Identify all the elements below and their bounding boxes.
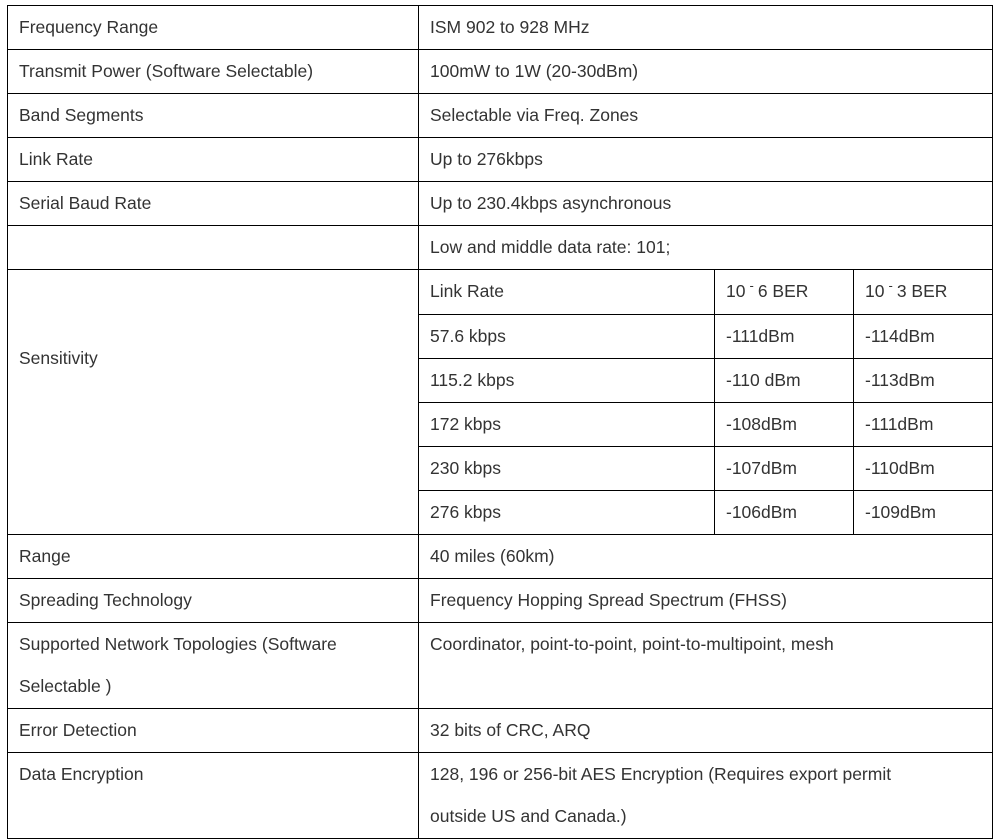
- spec-value: ISM 902 to 928 MHz: [419, 6, 993, 50]
- spec-value: Up to 230.4kbps asynchronous: [419, 182, 993, 226]
- row-data-rate-note: [8, 226, 993, 270]
- sensitivity-ber6: -106dBm: [715, 491, 854, 535]
- spec-value: Up to 276kbps: [419, 138, 993, 182]
- spec-value: 128, 196 or 256-bit AES Encryption (Requires export permit outside US and Canada.): [419, 753, 993, 839]
- spec-label: Supported Network Topologies (Software Selectable ): [8, 623, 419, 709]
- sensitivity-ber6: -108dBm: [715, 403, 854, 447]
- spec-label: Transmit Power (Software Selectable): [8, 50, 419, 94]
- row-frequency-range: [8, 6, 993, 50]
- spec-value: 32 bits of CRC, ARQ: [419, 709, 993, 753]
- spec-label: Frequency Range: [8, 6, 419, 50]
- spec-label-empty: [8, 226, 419, 270]
- sensitivity-rate: 276 kbps: [419, 491, 715, 535]
- sensitivity-header-ber3: [854, 270, 993, 315]
- spec-label: Error Detection: [8, 709, 419, 753]
- sensitivity-header-ber6: [715, 270, 854, 315]
- specifications-table: [7, 5, 993, 839]
- ber-base: 10: [726, 281, 746, 301]
- sensitivity-label-text: Sensitivity: [19, 347, 98, 368]
- row-error-detection: [8, 709, 993, 753]
- spec-label: Serial Baud Rate: [8, 182, 419, 226]
- row-range: [8, 535, 993, 579]
- spec-label: Data Encryption: [8, 753, 419, 839]
- sensitivity-ber6: -110 dBm: [715, 359, 854, 403]
- sensitivity-rate: 115.2 kbps: [419, 359, 715, 403]
- ber-label: 3 BER: [896, 281, 948, 301]
- spec-label: Link Rate: [8, 138, 419, 182]
- spec-value: Low and middle data rate: 101;: [419, 226, 993, 270]
- spec-value: Selectable via Freq. Zones: [419, 94, 993, 138]
- ber-exponent-sign: -: [749, 278, 754, 293]
- sensitivity-rate: 57.6 kbps: [419, 315, 715, 359]
- spec-label: Range: [8, 535, 419, 579]
- sensitivity-ber3: -111dBm: [854, 403, 993, 447]
- sensitivity-ber3: -109dBm: [854, 491, 993, 535]
- sensitivity-header-row: [8, 270, 993, 315]
- spec-label: Spreading Technology: [8, 579, 419, 623]
- ber-label: 6 BER: [757, 281, 809, 301]
- row-spreading-technology: [8, 579, 993, 623]
- sensitivity-ber6: -111dBm: [715, 315, 854, 359]
- row-network-topologies: [8, 623, 993, 709]
- sensitivity-header-link-rate: Link Rate: [419, 270, 715, 315]
- sensitivity-ber3: -114dBm: [854, 315, 993, 359]
- row-link-rate: [8, 138, 993, 182]
- sensitivity-rate: 172 kbps: [419, 403, 715, 447]
- sensitivity-ber3: -113dBm: [854, 359, 993, 403]
- sensitivity-rate: 230 kbps: [419, 447, 715, 491]
- row-serial-baud-rate: [8, 182, 993, 226]
- spec-value: 100mW to 1W (20-30dBm): [419, 50, 993, 94]
- ber-exponent-sign: -: [888, 278, 893, 293]
- ber-base: 10: [865, 281, 885, 301]
- spec-value: Frequency Hopping Spread Spectrum (FHSS): [419, 579, 993, 623]
- spec-label: Band Segments: [8, 94, 419, 138]
- row-band-segments: [8, 94, 993, 138]
- row-data-encryption: [8, 753, 993, 839]
- spec-value: Coordinator, point-to-point, point-to-multipoint, mesh: [419, 623, 993, 709]
- row-transmit-power: [8, 50, 993, 94]
- sensitivity-ber3: -110dBm: [854, 447, 993, 491]
- sensitivity-ber6: -107dBm: [715, 447, 854, 491]
- spec-value: 40 miles (60km): [419, 535, 993, 579]
- sensitivity-label: [8, 270, 419, 535]
